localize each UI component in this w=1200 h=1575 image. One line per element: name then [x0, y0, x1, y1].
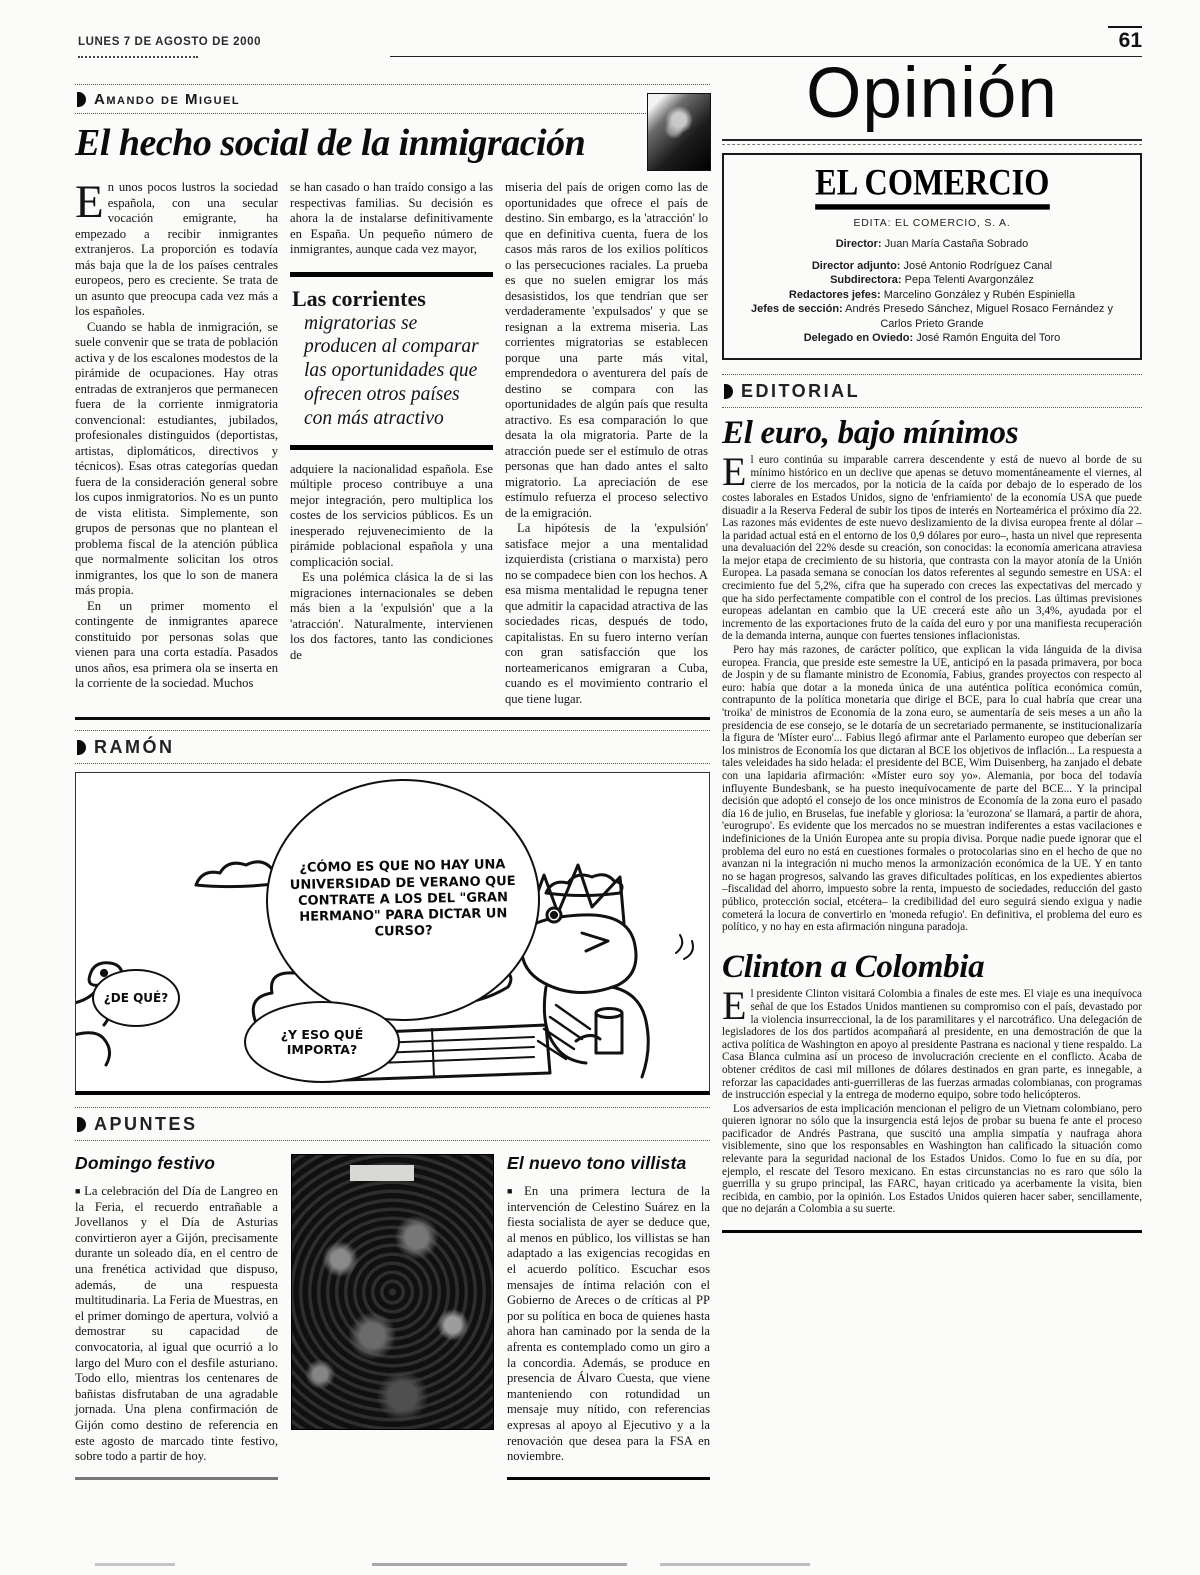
ramon-section-label: RAMÓN	[94, 737, 175, 757]
opinion-section	[722, 54, 1142, 1233]
paragraph-text: n unos pocos lustros la sociedad española, con una secular vocación emigrante, ha empezado a recibir inmigrantes extranjeros. La proporción es todavía más baja que la de los países centrales europeos, pero es creciente. Se trata de un asunto que preocupa cada vez más a los españoles.	[75, 180, 278, 318]
staff-label: Delegado en Oviedo:	[803, 332, 914, 344]
section-bullet-icon	[724, 384, 733, 399]
paragraph-text: l presidente Clinton visitará Colombia a finales de este mes. El viaje es una inequívoca señal de que los Estados Unidos mantienen su compromiso con el país, devastado por la violencia insurreccional, la de los paramilitares y el narcotráfico. Una delegación de legisladores de los dos partidos acompañará al presidente, en una demostración de que la activa política de Washington en apoyo al presidente Pastrana es nacional y tiene respaldo. La Casa Blanca culmina así un proceso de involucración creciente en el conflicto. Acaba de obtener créditos de casi mil millones de dólares destinados en gran parte, es innegable, a reforzar las capacidades anti-guerrilleras de las fuerzas armadas colombianas, con programas de instrucción especial y la entrega de moderno equipo, sobre todo helicópteros.	[722, 988, 1142, 1102]
speech-bubble-small-1: ¿DE QUÉ?	[92, 969, 180, 1027]
page-number: 61	[1118, 29, 1142, 52]
apuntes-section-bar	[75, 1107, 710, 1141]
pull-quote-lead: Las corrientes	[292, 285, 426, 311]
clinton-body	[722, 983, 1142, 1216]
apuntes-section-label: APUNTES	[94, 1114, 198, 1134]
staff-line	[734, 259, 1130, 274]
apunte-end-rule	[75, 1477, 278, 1480]
apuntes-grid	[75, 1151, 710, 1480]
pull-quote	[290, 272, 493, 450]
apuntes-photo	[292, 1155, 493, 1429]
article-paragraph: La hipótesis de la 'expulsión' satisface mejor a una mentalidad izquierdista (cristiana o marxista) pero no se compadece bien con los hechos. A esa misma mentalidad le repugna tener que admitir la capacidad atractiva de las sociedades ricas, después de todo, capitalistas. En su fuero interno verían con gran satisfacción que los norteamericanos emigraran a Cuba, cuando es el movimiento contrario el que tiene lugar.	[505, 521, 708, 706]
apunte-title: El nuevo tono villista	[507, 1153, 687, 1173]
section-title-rule	[722, 139, 1142, 145]
page-number-tick	[1108, 26, 1142, 28]
staff-line	[734, 331, 1130, 346]
article-end-rule	[75, 717, 710, 720]
staff-line	[734, 273, 1130, 288]
apunte-text	[507, 1184, 710, 1465]
article-column-1	[75, 176, 278, 707]
speech-bubble-main: ¿CÓMO ES QUE NO HAY UNA UNIVERSIDAD DE VERANO QUE CONTRATE A LOS DEL "GRAN HERMANO" PARA DICTAR UN CURSO?	[264, 777, 542, 1024]
apunte-text	[75, 1184, 278, 1465]
staff-label: Redactores jefes:	[788, 288, 881, 301]
immigration-article	[75, 84, 710, 1480]
clinton-title: Clinton a Colombia	[722, 948, 985, 985]
ramon-section-bar	[75, 730, 710, 764]
paragraph-text: En una primera lectura de la intervención de Celestino Suárez en la fiesta socialista de ayer se deduce que, al menos en público, los villistas se han adaptado a las exigencias recogidas en el acuerdo político. Escuchar esos mensajes de íntima relación con el Gobierno de Areces o de críticas al PP por su política en boca de quienes hasta ahora han caminado por la senda de la afrenta es contemplado como un giro a la concordia. Además, se produce en presencia de Álvaro Cuesta, que viene manteniendo con rotundidad un mensaje muy nítido, con referencias expresas al apoyo al Ejecutivo y a la renovación que desea para la FSA en noviembre.	[507, 1184, 711, 1464]
apunte-domingo-festivo	[75, 1151, 278, 1480]
page-bottom-artifact	[95, 1563, 175, 1566]
square-bullet-icon: ■	[507, 1186, 522, 1196]
photo-banner	[350, 1165, 414, 1181]
staff-label: Subdirectora:	[830, 274, 902, 286]
article-paragraph: En un primer momento el contingente de inmigrantes aparece constituido por personas solas que vienen para una corta estadía. Pasados unos años, esa primera ola se inserta en la corriente de la sociedad. Muchos	[75, 598, 278, 690]
masthead-staff-list	[734, 237, 1130, 346]
page-bottom-artifact	[372, 1563, 627, 1566]
article-paragraph: miseria del país de origen como las de oportunidades que ofrece el país de destino. Sin embargo, es la 'atracción' lo que en definitiva cuenta, fuera de los casos más raros de los exilios políticos o las persecuciones raciales. La prueba es que no suelen emigrar los más desasistidos, los que tendrían que ser verdaderamente 'expulsados' y que se resignan a la extrema miseria. Las corrientes migratorias se establecen porque una parte más vital, emprendedora o aventurera del país de destino se compara con las oportunidades de algún país que resulta atractivo. Es esa comparación lo que desata la ola migratoria. Parte de la atracción puede ser el estímulo de otras personas que han dado antes el salto migratorio. La apreciación de ese estímulo refuerza el proceso selectivo de la emigración.	[505, 180, 708, 520]
staff-value: Marcelino González y Rubén Espiniella	[883, 288, 1076, 301]
article-title: El hecho social de la inmigración	[75, 122, 586, 164]
editorial-paragraph	[722, 449, 1142, 643]
editorial-section-label: EDITORIAL	[741, 380, 861, 401]
paragraph-text: La celebración del Día de Langreo en la Feria, el recuerdo entrañable a Jovellanos y el Día de Asturias convirtieron ayer a Gijón, precisamente durante un soleado día, en el centro de una frenética actividad que dispuso, además, de una respuesta multitudinaria. La Feria de Muestras, en el primer domingo de apertura, volvió a demostrar su capacidad de convocatoria, al igual que ocurrió a lo largo del Muro con el desfile asturiano. Todo ello, mientras los centenares de bañistas disfrutaban de una agradable jornada. Una plena confirmación de Gijón como destino de referencia en este agosto de marcado tinte festivo, sobre todo a partir de hoy.	[75, 1184, 279, 1464]
staff-label: Jefes de sección:	[751, 303, 843, 315]
author-photo	[648, 94, 710, 170]
article-columns	[75, 176, 710, 707]
staff-line	[734, 288, 1130, 303]
speech-bubble-small-2: ¿Y ESO QUÉ IMPORTA?	[244, 1001, 400, 1083]
editorial-title: El euro, bajo mínimos	[722, 414, 1019, 451]
staff-value: Juan María Castaña Sobrado	[884, 238, 1029, 250]
article-paragraph: se han casado o han traído consigo a las respectivas familias. Su decisión es ahora la de instalarse definitivamente en España. Un pequeño número de inmigrantes, aunque cada vez mayor,	[290, 180, 493, 256]
section-bullet-icon	[77, 1117, 86, 1132]
staff-value: José Ramón Enguita del Toro	[916, 332, 1061, 344]
staff-value: Andrés Presedo Sánchez, Miguel Rosaco Fernández y Carlos Prieto Grande	[845, 303, 1113, 330]
masthead-box	[722, 153, 1142, 360]
page-bottom-artifact	[660, 1563, 810, 1566]
staff-label: Director adjunto:	[811, 259, 901, 272]
page-number-block	[1108, 26, 1142, 53]
masthead-edita: EDITA: EL COMERCIO, S. A.	[853, 217, 1011, 229]
staff-line	[734, 302, 1130, 331]
clinton-paragraph	[722, 983, 1142, 1102]
section-bullet-icon	[77, 92, 86, 107]
drop-cap: E	[75, 176, 104, 228]
editorial-paragraph: Pero hay más razones, de carácter político, que explican la vida lánguida de la divisa europea. Francia, que preside este semestre la UE, anticipó en la pasada primavera, por boca de Jospin y de su flamante ministro de Economía, Fabius, grandes proyectos con respecto al euro: había que dotar a la moneda única de una auténtica política económica común, contrapunto de la política monetaria que dirige el BCE, para lo cual habría que crear una 'troika' de ministros de Economía de la zona euro, se aumentaría de seis meses a un año la presidencia de ese consejo, se le dotaría de un secretariado permanente, se institucionalizaría la figura de 'Míster euro'... Fabius llegó afirmar ante el Parlamento europeo que deberían ser los ministros de Economía los que dictaran al BCE los objetivos de inflación... La respuesta a tales veleidades ha sido helada: el presidente del BCE, Wim Duisenberg, ha zanjado el debate con una lapidaria afirmación: «Míster euro soy yo». Alemania, por boca del todavía influyente Bundesbank, se ha puesto inequívocamente de parte del BCE... Y la principal decisión que adoptó el consejo de los once ministros de Economía de la zona euro el pasado día 16 de julio, en Bruselas, fue inefable y gloriosa: la 'eurozona' se llamará, a partir de ahora, 'eurogrupo'. Es evidente que los mercados no se muestran indiferentes a estas vacilaciones e indefiniciones de la Unión Europea ante su propia divisa. Porque nadie puede ignorar que el problema del euro no está en cuestiones formales o protocolarias sino en el hecho de que no avanzan ni la integración ni mucho menos la armonización económica de la UE. Y en tanto no se hagan progresos, salvando las graves dificultades políticas, en los expedientes abiertos –fiscalidad del ahorro, impuesto sobre la renta, impuesto de sociedades, reducción del gasto público, protección social, etcétera– la credibilidad del euro seguirá siendo exigua y nadie cometerá la locura de convertirlo en 'moneda refugio'. En definitiva, el problema del euro es político, y no hay en esta afirmación ninguna paradoja.	[722, 644, 1142, 934]
article-paragraph: adquiere la nacionalidad española. Ese múltiple proceso contribuye a una mejor integración, pero multiplica los costes de los servicios públicos. Es un inesperado rejuvenecimiento de la pirámide poblacional española y una complicación social.	[290, 461, 493, 569]
page-date: LUNES 7 DE AGOSTO DE 2000	[78, 36, 262, 48]
article-paragraph	[75, 176, 278, 320]
newspaper-logo: EL COMERCIO	[815, 165, 1049, 209]
date-underline-rule	[78, 56, 198, 58]
article-column-3	[505, 180, 708, 707]
staff-label: Director:	[835, 238, 882, 250]
staff-line	[734, 237, 1130, 252]
author-byline: Amando de Miguel	[94, 91, 241, 108]
drop-cap: E	[722, 449, 747, 495]
article-paragraph: Cuando se habla de inmigración, se suele convenir que se trata de población activa y de los escalones modestos de la pirámide de ocupaciones. Hay otras entradas de extranjeros que permanecen fuera de la corriente inmigratoria convencional: estudiantes, jubilados, profesionales distinguidos (deportistas, artistas, diplomáticos, directivos y técnicos). Esas otras categorías quedan fuera de la consideración general sobre los cupos inmigratorios. No es un punto de vista elitista. Simplemente, son grupos de personas que no plantean el problema fiscal de la atención pública que normalmente solicitan los otros inmigrantes, los que lo son de manera más propia.	[75, 319, 278, 597]
editorial-cartoon	[75, 772, 710, 1095]
editorial-section-bar	[722, 374, 1142, 408]
drop-cap: E	[722, 983, 747, 1029]
apunte-end-rule	[507, 1477, 710, 1480]
paragraph-text: l euro continúa su imparable carrera descendente y está de nuevo al borde de su mínimo histórico en un declive que apenas se detuvo momentáneamente el viernes, al cierre de los mercados, por la noticia de la caída por debajo de lo esperado de los costes laborales en Estados Unidos, signo de 'enfriamiento' de la economía USA que puede disuadir a la Reserva Federal de subir los tipos de interés en Norteamérica el próximo día 22. Las razones más evidentes de este nuevo deslizamiento de la divisa europea frente al dólar –la paridad actual está en el entorno de los 0,9 dólares por euro–, hasta un nivel que representa una devaluación del 22% desde su creación, son conocidas: la economía americana atraviesa la mejor etapa de crecimiento de su historia, que contrasta con la mayor atonía de la Unión Europea. La pasada semana se conocían los datos referentes al segundo semestre en USA: el crecimiento fue del 5,2%, cifra que ha superado con creces las expectativas del mercado y que ha sido perfectamente compatible con el control de los precios. Las últimas previsiones europeas adelantan en cambio que la UE crecerá este año un 3,4%, ayudada por el incremento de las exportaciones fruto de la caída del euro y por una manifiesta recuperación de la demanda interna, aunque con fuertes tensiones inflacionistas.	[722, 454, 1142, 643]
section-end-rule	[722, 1230, 1142, 1233]
apunte-tono-villista	[507, 1151, 710, 1480]
staff-value: José Antonio Rodríguez Canal	[903, 259, 1053, 272]
pull-quote-text: migratorias se producen al comparar las oportunidades que ofrecen otros países con más atractivo	[304, 312, 479, 429]
article-paragraph: Es una polémica clásica la de si las migraciones internacionales se deben más bien a la 'expulsión' que a la 'atracción'. Naturalmente, intervienen los dos factores, tanto las condiciones de	[290, 570, 493, 662]
square-bullet-icon: ■	[75, 1186, 82, 1196]
apunte-title: Domingo festivo	[75, 1153, 216, 1173]
staff-value: Pepa Telenti Avargonzález	[904, 274, 1034, 286]
editorial-body	[722, 449, 1142, 934]
headline-row	[75, 118, 710, 170]
section-title: Opinión	[806, 54, 1058, 133]
clinton-paragraph: Los adversarios de esta implicación mencionan el peligro de un Vietnam colombiano, pero quieren ignorar no sólo que la insurgencia está lejos de probar su buena fe ante el proceso pacificador de Andrés Pastrana, que suscitó una amplia simpatía y naufraga ahora visiblemente, sino que los responsables en Washington han calificado la situación como relevante para la seguridad nacional de los Estados Unidos. Como lo fue en su día, por ejemplo, el rescate del Tesoro mexicano. En estas circunstancias no es raro que sólo la guerrilla y su grupo principal, las FARC, hayan criticado ya acerbamente la visita, bien recibida, en cambio, por la opinión. Los Estados Unidos quieren hacer saber, sencillamente, que no dejarán a Colombia a su suerte.	[722, 1102, 1142, 1216]
byline-bar	[75, 84, 710, 114]
section-bullet-icon	[77, 740, 86, 755]
article-column-2	[290, 180, 493, 707]
